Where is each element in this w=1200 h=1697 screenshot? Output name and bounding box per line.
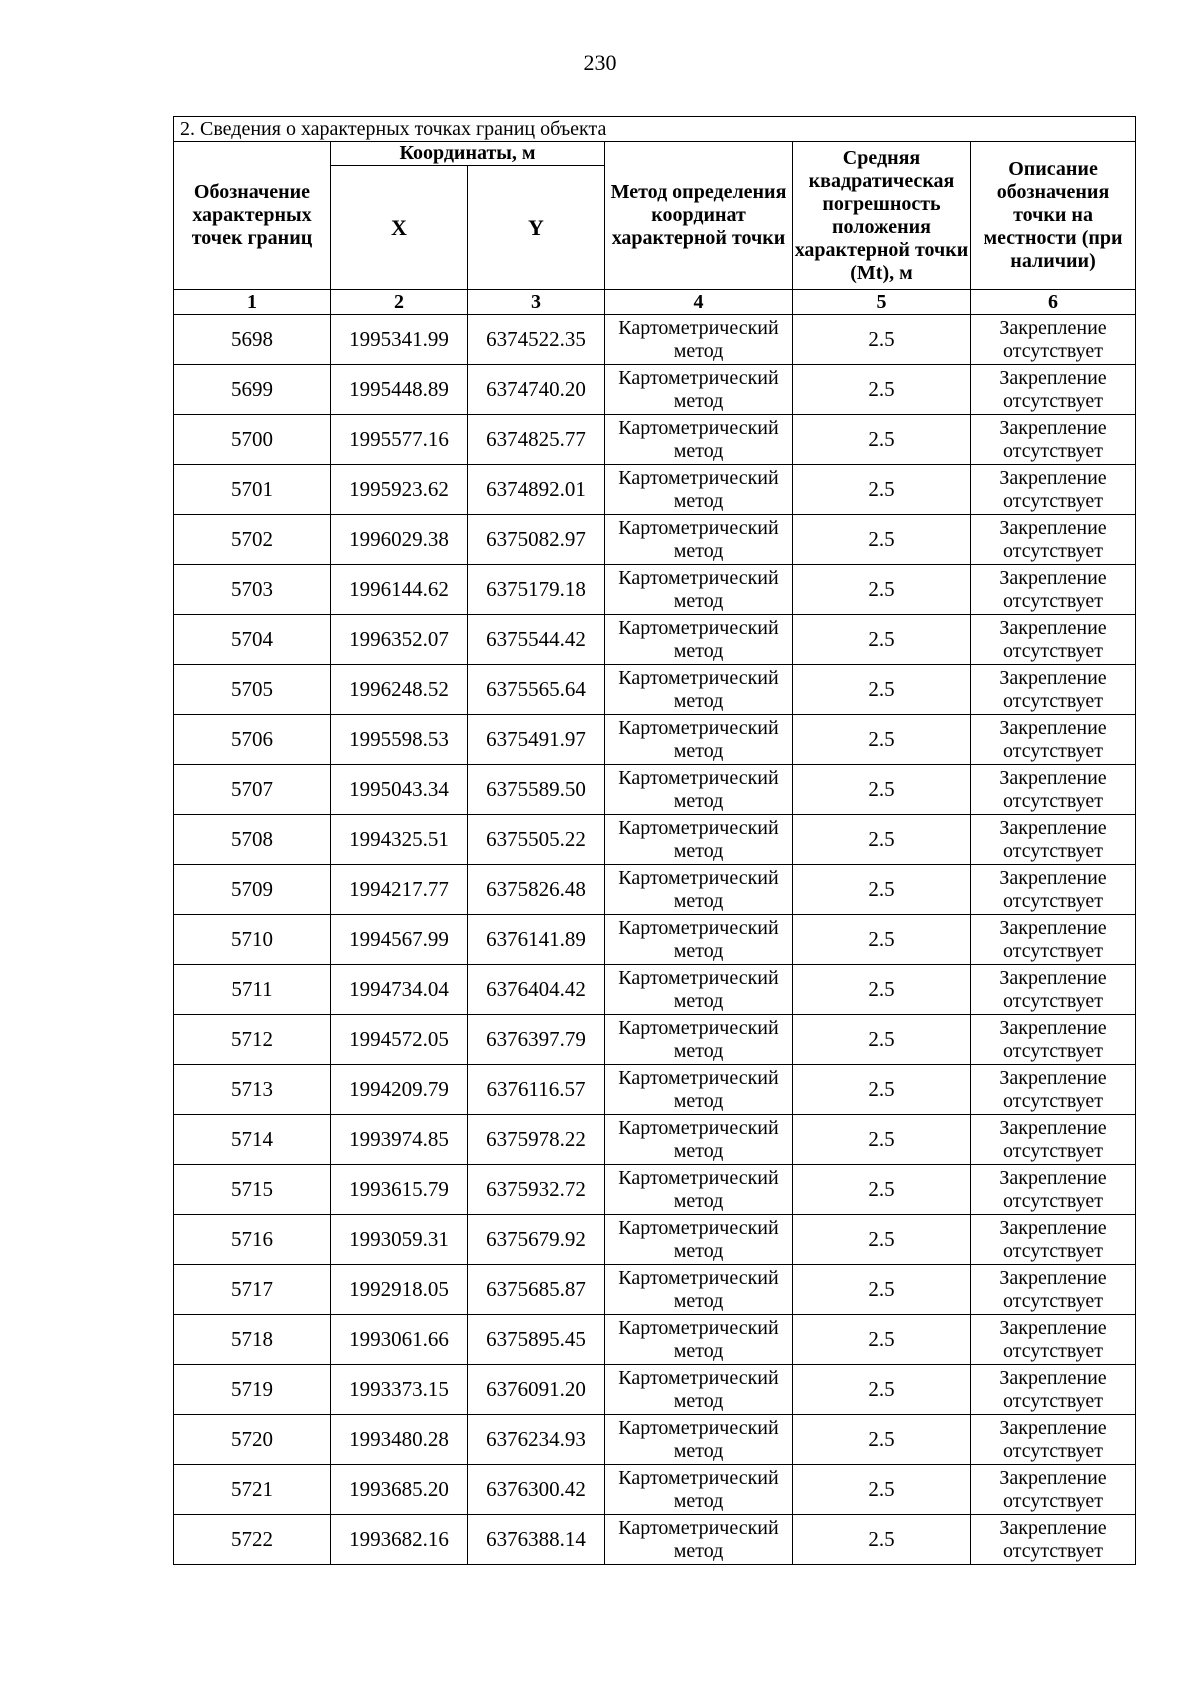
table-row <box>174 365 1136 415</box>
table-body <box>174 315 1136 1565</box>
table-row <box>174 765 1136 815</box>
y-coordinate-cell: 6375589.50 <box>468 765 605 815</box>
error-cell: 2.5 <box>793 865 971 915</box>
point-id-cell: 5699 <box>174 365 331 415</box>
y-coordinate-cell: 6375679.92 <box>468 1215 605 1265</box>
x-coordinate-cell: 1995341.99 <box>331 315 468 365</box>
x-coordinate-cell: 1996144.62 <box>331 565 468 615</box>
point-id-cell: 5716 <box>174 1215 331 1265</box>
method-cell: Картометрический метод <box>605 1515 793 1565</box>
point-id-cell: 5711 <box>174 965 331 1015</box>
y-coordinate-cell: 6376397.79 <box>468 1015 605 1065</box>
table-row <box>174 815 1136 865</box>
header-method: Метод определения координат характерной точки <box>605 142 793 290</box>
description-cell: Закрепление отсутствует <box>971 365 1136 415</box>
method-cell: Картометрический метод <box>605 465 793 515</box>
point-id-cell: 5708 <box>174 815 331 865</box>
description-cell: Закрепление отсутствует <box>971 1065 1136 1115</box>
column-number: 4 <box>605 290 793 315</box>
point-id-cell: 5701 <box>174 465 331 515</box>
method-cell: Картометрический метод <box>605 915 793 965</box>
point-id-cell: 5718 <box>174 1315 331 1365</box>
table-row <box>174 1115 1136 1165</box>
error-cell: 2.5 <box>793 715 971 765</box>
error-cell: 2.5 <box>793 1265 971 1315</box>
error-cell: 2.5 <box>793 1215 971 1265</box>
x-coordinate-cell: 1995043.34 <box>331 765 468 815</box>
point-id-cell: 5717 <box>174 1265 331 1315</box>
description-cell: Закрепление отсутствует <box>971 965 1136 1015</box>
error-cell: 2.5 <box>793 965 971 1015</box>
x-coordinate-cell: 1993059.31 <box>331 1215 468 1265</box>
x-coordinate-cell: 1994734.04 <box>331 965 468 1015</box>
table-row <box>174 1315 1136 1365</box>
x-coordinate-cell: 1993682.16 <box>331 1515 468 1565</box>
error-cell: 2.5 <box>793 1465 971 1515</box>
method-cell: Картометрический метод <box>605 365 793 415</box>
y-coordinate-cell: 6376116.57 <box>468 1065 605 1115</box>
table-row <box>174 1215 1136 1265</box>
header-designation: Обозначение характерных точек границ <box>174 142 331 290</box>
point-id-cell: 5721 <box>174 1465 331 1515</box>
description-cell: Закрепление отсутствует <box>971 1315 1136 1365</box>
y-coordinate-cell: 6375491.97 <box>468 715 605 765</box>
table-row <box>174 665 1136 715</box>
y-coordinate-cell: 6375978.22 <box>468 1115 605 1165</box>
method-cell: Картометрический метод <box>605 415 793 465</box>
y-coordinate-cell: 6374522.35 <box>468 315 605 365</box>
y-coordinate-cell: 6375565.64 <box>468 665 605 715</box>
description-cell: Закрепление отсутствует <box>971 1365 1136 1415</box>
table-row <box>174 1465 1136 1515</box>
x-coordinate-cell: 1993685.20 <box>331 1465 468 1515</box>
x-coordinate-cell: 1996248.52 <box>331 665 468 715</box>
method-cell: Картометрический метод <box>605 1315 793 1365</box>
table-row <box>174 315 1136 365</box>
x-coordinate-cell: 1993480.28 <box>331 1415 468 1465</box>
x-coordinate-cell: 1993974.85 <box>331 1115 468 1165</box>
y-coordinate-cell: 6375685.87 <box>468 1265 605 1315</box>
x-coordinate-cell: 1996029.38 <box>331 515 468 565</box>
description-cell: Закрепление отсутствует <box>971 865 1136 915</box>
error-cell: 2.5 <box>793 565 971 615</box>
x-coordinate-cell: 1994217.77 <box>331 865 468 915</box>
error-cell: 2.5 <box>793 915 971 965</box>
y-coordinate-cell: 6376404.42 <box>468 965 605 1015</box>
error-cell: 2.5 <box>793 1415 971 1465</box>
method-cell: Картометрический метод <box>605 865 793 915</box>
point-id-cell: 5705 <box>174 665 331 715</box>
x-coordinate-cell: 1993373.15 <box>331 1365 468 1415</box>
method-cell: Картометрический метод <box>605 1015 793 1065</box>
method-cell: Картометрический метод <box>605 315 793 365</box>
description-cell: Закрепление отсутствует <box>971 415 1136 465</box>
y-coordinate-cell: 6375932.72 <box>468 1165 605 1215</box>
table-row <box>174 1365 1136 1415</box>
method-cell: Картометрический метод <box>605 515 793 565</box>
method-cell: Картометрический метод <box>605 665 793 715</box>
x-coordinate-cell: 1993061.66 <box>331 1315 468 1365</box>
description-cell: Закрепление отсутствует <box>971 465 1136 515</box>
method-cell: Картометрический метод <box>605 1065 793 1115</box>
error-cell: 2.5 <box>793 665 971 715</box>
x-coordinate-cell: 1994209.79 <box>331 1065 468 1115</box>
x-coordinate-cell: 1995598.53 <box>331 715 468 765</box>
column-number: 6 <box>971 290 1136 315</box>
description-cell: Закрепление отсутствует <box>971 615 1136 665</box>
method-cell: Картометрический метод <box>605 1215 793 1265</box>
table-row <box>174 1015 1136 1065</box>
point-id-cell: 5712 <box>174 1015 331 1065</box>
x-coordinate-cell: 1996352.07 <box>331 615 468 665</box>
description-cell: Закрепление отсутствует <box>971 665 1136 715</box>
point-id-cell: 5703 <box>174 565 331 615</box>
point-id-cell: 5713 <box>174 1065 331 1115</box>
description-cell: Закрепление отсутствует <box>971 1165 1136 1215</box>
description-cell: Закрепление отсутствует <box>971 765 1136 815</box>
method-cell: Картометрический метод <box>605 1265 793 1315</box>
x-coordinate-cell: 1994572.05 <box>331 1015 468 1065</box>
error-cell: 2.5 <box>793 465 971 515</box>
y-coordinate-cell: 6375895.45 <box>468 1315 605 1365</box>
error-cell: 2.5 <box>793 1015 971 1065</box>
y-coordinate-cell: 6374825.77 <box>468 415 605 465</box>
header-y: Y <box>468 166 605 290</box>
error-cell: 2.5 <box>793 315 971 365</box>
error-cell: 2.5 <box>793 815 971 865</box>
point-id-cell: 5710 <box>174 915 331 965</box>
y-coordinate-cell: 6375505.22 <box>468 815 605 865</box>
description-cell: Закрепление отсутствует <box>971 1265 1136 1315</box>
method-cell: Картометрический метод <box>605 1165 793 1215</box>
method-cell: Картометрический метод <box>605 1465 793 1515</box>
y-coordinate-cell: 6375179.18 <box>468 565 605 615</box>
table-row <box>174 915 1136 965</box>
table-row <box>174 515 1136 565</box>
point-id-cell: 5702 <box>174 515 331 565</box>
error-cell: 2.5 <box>793 1115 971 1165</box>
y-coordinate-cell: 6376234.93 <box>468 1415 605 1465</box>
error-cell: 2.5 <box>793 515 971 565</box>
description-cell: Закрепление отсутствует <box>971 315 1136 365</box>
method-cell: Картометрический метод <box>605 565 793 615</box>
header-description: Описание обозначения точки на местности (при наличии) <box>971 142 1136 290</box>
table-row <box>174 1065 1136 1115</box>
method-cell: Картометрический метод <box>605 1115 793 1165</box>
x-coordinate-cell: 1995923.62 <box>331 465 468 515</box>
point-id-cell: 5722 <box>174 1515 331 1565</box>
y-coordinate-cell: 6376300.42 <box>468 1465 605 1515</box>
description-cell: Закрепление отсутствует <box>971 1015 1136 1065</box>
table-row <box>174 965 1136 1015</box>
point-id-cell: 5706 <box>174 715 331 765</box>
column-number: 5 <box>793 290 971 315</box>
header-error: Средняя квадратическая погрешность положения характерной точки (Mt), м <box>793 142 971 290</box>
method-cell: Картометрический метод <box>605 1365 793 1415</box>
error-cell: 2.5 <box>793 1365 971 1415</box>
y-coordinate-cell: 6375826.48 <box>468 865 605 915</box>
point-id-cell: 5715 <box>174 1165 331 1215</box>
point-id-cell: 5709 <box>174 865 331 915</box>
table-row <box>174 1515 1136 1565</box>
description-cell: Закрепление отсутствует <box>971 715 1136 765</box>
error-cell: 2.5 <box>793 415 971 465</box>
header-x: X <box>331 166 468 290</box>
y-coordinate-cell: 6375544.42 <box>468 615 605 665</box>
error-cell: 2.5 <box>793 1315 971 1365</box>
x-coordinate-cell: 1995577.16 <box>331 415 468 465</box>
point-id-cell: 5719 <box>174 1365 331 1415</box>
point-id-cell: 5704 <box>174 615 331 665</box>
y-coordinate-cell: 6375082.97 <box>468 515 605 565</box>
x-coordinate-cell: 1994325.51 <box>331 815 468 865</box>
point-id-cell: 5720 <box>174 1415 331 1465</box>
y-coordinate-cell: 6376091.20 <box>468 1365 605 1415</box>
error-cell: 2.5 <box>793 765 971 815</box>
header-coordinates: Координаты, м <box>331 142 605 166</box>
point-id-cell: 5707 <box>174 765 331 815</box>
error-cell: 2.5 <box>793 1065 971 1115</box>
method-cell: Картометрический метод <box>605 965 793 1015</box>
y-coordinate-cell: 6376388.14 <box>468 1515 605 1565</box>
point-id-cell: 5714 <box>174 1115 331 1165</box>
x-coordinate-cell: 1992918.05 <box>331 1265 468 1315</box>
description-cell: Закрепление отсутствует <box>971 815 1136 865</box>
method-cell: Картометрический метод <box>605 1415 793 1465</box>
table-row <box>174 615 1136 665</box>
description-cell: Закрепление отсутствует <box>971 1515 1136 1565</box>
table-row <box>174 465 1136 515</box>
description-cell: Закрепление отсутствует <box>971 1415 1136 1465</box>
column-number: 3 <box>468 290 605 315</box>
table-row <box>174 1415 1136 1465</box>
description-cell: Закрепление отсутствует <box>971 1115 1136 1165</box>
table-row <box>174 1165 1136 1215</box>
method-cell: Картометрический метод <box>605 815 793 865</box>
column-number: 2 <box>331 290 468 315</box>
table-caption: 2. Сведения о характерных точках границ объекта <box>174 117 1136 142</box>
description-cell: Закрепление отсутствует <box>971 515 1136 565</box>
description-cell: Закрепление отсутствует <box>971 915 1136 965</box>
point-id-cell: 5700 <box>174 415 331 465</box>
method-cell: Картометрический метод <box>605 765 793 815</box>
error-cell: 2.5 <box>793 1165 971 1215</box>
description-cell: Закрепление отсутствует <box>971 565 1136 615</box>
description-cell: Закрепление отсутствует <box>971 1215 1136 1265</box>
x-coordinate-cell: 1994567.99 <box>331 915 468 965</box>
table-row <box>174 1265 1136 1315</box>
error-cell: 2.5 <box>793 1515 971 1565</box>
x-coordinate-cell: 1993615.79 <box>331 1165 468 1215</box>
table-row <box>174 565 1136 615</box>
y-coordinate-cell: 6376141.89 <box>468 915 605 965</box>
y-coordinate-cell: 6374740.20 <box>468 365 605 415</box>
method-cell: Картометрический метод <box>605 715 793 765</box>
y-coordinate-cell: 6374892.01 <box>468 465 605 515</box>
error-cell: 2.5 <box>793 615 971 665</box>
x-coordinate-cell: 1995448.89 <box>331 365 468 415</box>
error-cell: 2.5 <box>793 365 971 415</box>
description-cell: Закрепление отсутствует <box>971 1465 1136 1515</box>
table-row <box>174 865 1136 915</box>
point-id-cell: 5698 <box>174 315 331 365</box>
boundary-points-table <box>173 116 1136 1565</box>
table-row <box>174 415 1136 465</box>
page-number: 230 <box>583 50 617 75</box>
table-row <box>174 715 1136 765</box>
column-number: 1 <box>174 290 331 315</box>
method-cell: Картометрический метод <box>605 615 793 665</box>
